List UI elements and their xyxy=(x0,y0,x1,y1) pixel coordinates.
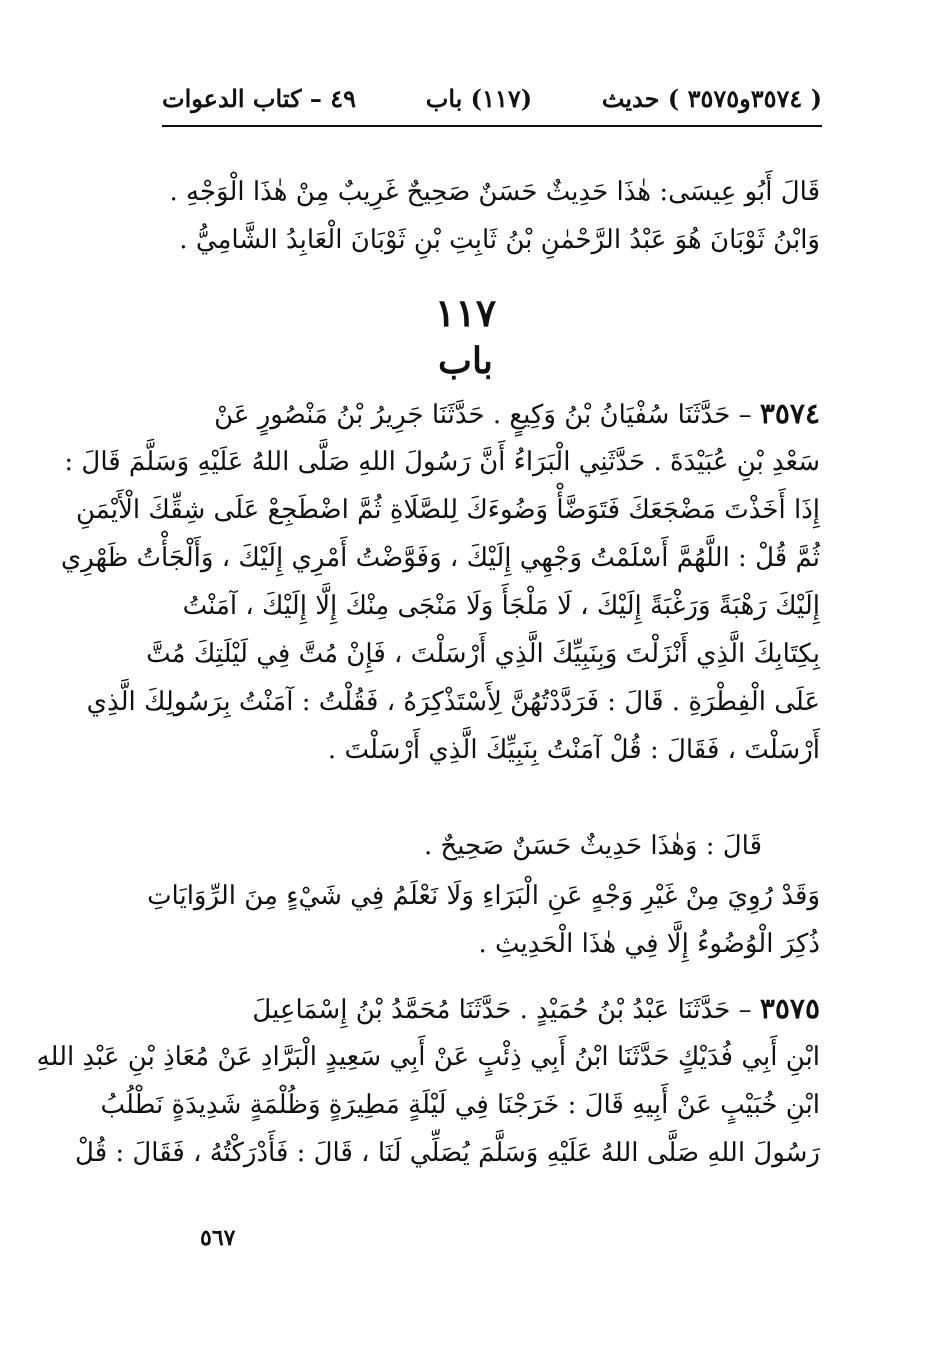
chapter-title: باب xyxy=(438,340,493,382)
text-line: قَالَ أَبُو عِيسَى: هٰذَا حَدِيثٌ حَسَنٌ صَحِيحٌ غَرِيبٌ مِنْ هٰذَا الْوَجْهِ . xyxy=(169,177,820,207)
header-book-title: ٤٩ – كتاب الدعوات xyxy=(162,83,356,113)
text-line: عَلَى الْفِطْرَةِ . قَالَ : فَرَدَّدْتُهُنَّ لِأَسْتَذْكِرَهُ ، فَقُلْتُ : آمَنْتُ بِرَسُولِكَ الَّذِي xyxy=(86,687,820,717)
page-number: ٥٦٧ xyxy=(200,1225,236,1251)
text-line: وَقَدْ رُوِيَ مِنْ غَيْرِ وَجْهٍ عَنِ الْبَرَاءِ وَلَا نَعْلَمُ فِي شَيْءٍ مِنَ الرِّوَايَاتِ xyxy=(147,881,820,911)
text-line: إِذَا أَخَذْتَ مَضْجَعَكَ فَتَوَضَّأْ وَضُوءَكَ لِلصَّلَاةِ ثُمَّ اضْطَجِعْ عَلَى شِقِّكَ الْأَيْمَنِ xyxy=(76,495,820,525)
running-header xyxy=(162,78,822,118)
text-line: ٣٥٧٥ – حَدَّثَنَا عَبْدُ بْنُ حُمَيْدٍ . حَدَّثَنَا مُحَمَّدُ بْنُ إِسْمَاعِيلَ xyxy=(252,992,820,1025)
text-line: ثُمَّ قُلْ : اللَّهُمَّ أَسْلَمْتُ وَجْهِي إِلَيْكَ ، وَفَوَّضْتُ أَمْرِي إِلَيْكَ ، وَأَلْجَأْتُ ظَهْرِي xyxy=(60,543,820,573)
chapter-number: ١١٧ xyxy=(434,290,497,335)
hadith-grade xyxy=(160,822,820,870)
text-line: إِلَيْكَ رَهْبَةً وَرَغْبَةً إِلَيْكَ ، لَا مَلْجَأَ وَلَا مَنْجَى مِنْكَ إِلَّا إِلَيْكَ ، آمَنْتُ xyxy=(182,591,820,621)
text-line: سَعْدِ بْنِ عُبَيْدَةَ . حَدَّثَنِي الْبَرَاءُ أَنَّ رَسُولَ اللهِ صَلَّى اللهُ عَلَيْهِ وَسَلَّمَ قَالَ : xyxy=(64,447,820,477)
text-line: ابْنِ خُبَيْبٍ عَنْ أَبِيهِ قَالَ : خَرَجْنَا فِي لَيْلَةٍ مَطِيرَةٍ وَظُلْمَةٍ شَدِيدَةٍ نَطْلُبُ xyxy=(100,1090,820,1120)
hadith-3575 xyxy=(36,985,820,1177)
header-hadith-range: ( ٣٥٧٤و٣٥٧٥ ) حديث xyxy=(601,83,822,113)
hadith-3574 xyxy=(60,390,820,774)
text-line: بِكِتَابِكَ الَّذِي أَنْزَلْتَ وَبِنَبِيِّكَ الَّذِي أَرْسَلْتَ ، فَإِنْ مُتَّ فِي لَيْلَتِكَ مُتَّ xyxy=(146,639,820,669)
text-line: قَالَ : وَهٰذَا حَدِيثٌ حَسَنٌ صَحِيحٌ . xyxy=(423,831,762,861)
hadith-note xyxy=(147,872,820,968)
hadith-number: ٣٥٧٤ xyxy=(759,397,820,430)
header-chapter: (١١٧) باب xyxy=(425,83,533,113)
text-line: ٣٥٧٤ – حَدَّثَنَا سُفْيَانُ بْنُ وَكِيعٍ . حَدَّثَنَا جَرِيرُ بْنُ مَنْصُورٍ عَنْ xyxy=(214,397,820,430)
text-line: ذُكِرَ الْوُضُوءُ إِلَّا فِي هٰذَا الْحَدِيثِ . xyxy=(478,929,820,959)
text-line: ابْنِ أَبِي فُدَيْكٍ حَدَّثَنَا ابْنُ أَبِي ذِئْبٍ عَنْ أَبِي سَعِيدٍ الْبَرَّادِ عَنْ مُعَاذِ بْنِ عَبْدِ اللهِ xyxy=(36,1042,820,1072)
text-line: وَابْنُ ثَوْبَانَ هُوَ عَبْدُ الرَّحْمٰنِ بْنُ ثَابِتِ بْنِ ثَوْبَانَ الْعَابِدُ الشَّامِيُّ . xyxy=(179,225,820,255)
intro-paragraph xyxy=(160,168,820,264)
hadith-number: ٣٥٧٥ xyxy=(759,992,820,1025)
text-line: أَرْسَلْتَ ، فَقَالَ : قُلْ آمَنْتُ بِنَبِيِّكَ الَّذِي أَرْسَلْتَ . xyxy=(327,735,820,765)
header-divider xyxy=(162,125,822,127)
text-line: رَسُولَ اللهِ صَلَّى اللهُ عَلَيْهِ وَسَلَّمَ يُصَلِّي لَنَا ، قَالَ : فَأَدْرَكْتُهُ ، فَقَالَ : قُلْ xyxy=(75,1138,820,1168)
